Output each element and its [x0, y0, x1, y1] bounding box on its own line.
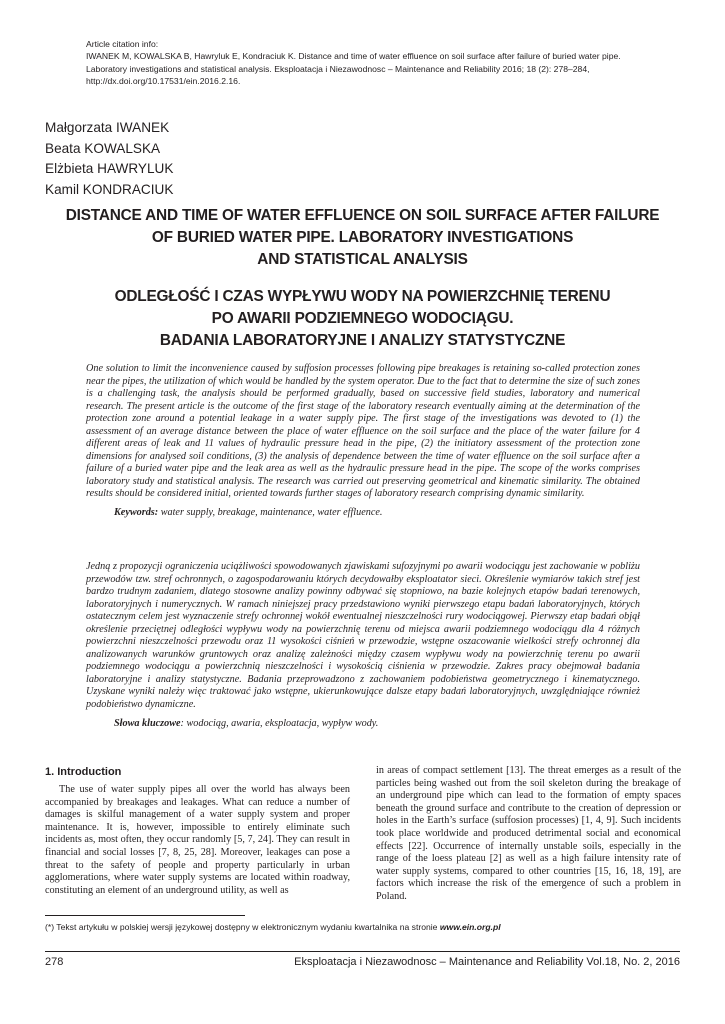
author-list	[45, 118, 173, 200]
footnote-link[interactable]: www.ein.org.pl	[439, 922, 501, 932]
citation-label: Article citation info:	[86, 39, 159, 49]
abstract-english	[86, 363, 640, 520]
title-line: BADANIA LABORATORYJNE I ANALIZY STATYSTYCZNE	[159, 332, 566, 349]
author-name: Kamil KONDRACIUK	[45, 181, 174, 197]
keywords-label: Słowa kluczowe	[114, 717, 181, 729]
article-citation	[86, 38, 646, 87]
body-column-left	[45, 765, 350, 897]
title-polish	[40, 286, 685, 352]
title-line: ODLEGŁOŚĆ I CZAS WYPŁYWU WODY NA POWIERZCHNIĘ TERENU	[114, 288, 611, 305]
title-line: OF BURIED WATER PIPE. LABORATORY INVESTIGATIONS	[151, 229, 574, 246]
title-line: AND STATISTICAL ANALYSIS	[257, 251, 468, 268]
keywords-label: Keywords:	[114, 507, 159, 519]
footnote-divider	[45, 915, 245, 916]
keywords	[86, 718, 640, 731]
section-heading: 1. Introduction	[45, 766, 122, 778]
author-name: Małgorzata IWANEK	[45, 120, 170, 135]
title-english	[40, 205, 685, 271]
journal-footer: Eksploatacja i Niezawodnosc – Maintenance and Reliability Vol.18, No. 2, 2016	[294, 956, 680, 968]
abstract-polish	[86, 561, 640, 730]
title-line: DISTANCE AND TIME OF WATER EFFLUENCE ON SOIL SURFACE AFTER FAILURE	[65, 207, 660, 224]
title-line: PO AWARII PODZIEMNEGO WODOCIĄGU.	[211, 310, 514, 327]
abstract-text: Jedną z propozycji ograniczenia uciążliwości spowodowanych zjawiskami sufozyjnymi po awarii wodociągu jest zachowanie w pobliżu przewodów tzw. stref ochronnych, o zagospodarowaniu których decydowałby eksploatator sieci. Określenie wymiarów takich stref jest bardzo trudnym zadaniem, dlatego stosowne analizy powinny odbywać się stopniowo, na bazie kolejnych etapów badań terenowych, laboratoryjnych i numerycznych. W ramach niniejszej pracy przedstawiono wyniki pierwszego etapu badań laboratoryjnych, których ostatecznym celem jest wyznaczenie strefy ochronnej wokół ewentualnej nieszczelności rury wodociągowej. Pierwszy etap badań objął określenie przeciętnej odległości wypływu wody na powierzchnię terenu od miejsca awarii podziemnego wodociągu dla 4 różnych powierzchni nieszczelności przewodu oraz 11 wysokości ciśnień w przewodzie, wstępne oszacowanie wielkości strefy ochronnej dla analizowanych warunków gruntowych oraz analizę zależności między czasem wypływu wody na powierzchnię terenu po awarii podziemnego wodociągu a powierzchnią nieszczelności i wysokością ciśnienia w przewodzie. Zakres pracy obejmował badania laboratoryjne i analizy statystyczne. Badania przeprowadzono z zachowaniem podobieństwa geometrycznego i kinematycznego. Uzyskane wyniki należy więc traktować jako wstępne, ukierunkowujące dalsze etapy badań laboratoryjnych, uwzględniające również podobieństwo dynamiczne.	[86, 561, 640, 711]
body-paragraph: The use of water supply pipes all over the world has always been accompanied by breakages and leakages. What can reduce a number of damages is skilful management of a water supply system and proper maintenance. It is, however, impossible to entirely eliminate such incidents as, most often, they occur randomly [5, 7, 24]. They can result in financial and social losses [7, 8, 25, 28]. Moreover, leakages can pose a threat to the safety of people and property particularly in urban agglomerations, where water supply systems are located within roadway, constituting an element of an underground utility, as well as	[45, 784, 350, 896]
abstract-text: One solution to limit the inconvenience caused by suffosion processes following pipe breakages is retaining so-called protection zones near the pipes, the utilization of which would be handled by the system operator. Due to the fact that to determine the size of such zones is a challenging task, the analysis should be performed gradually, based on successive field studies, laboratory and numerical research. The present article is the outcome of the first stage of the laboratory research eventually aiming at the determination of the protection zone around a potential leakage in a water supply pipe. The first stage of the investigations was devoted to (1) the assessment of an average distance between the place of water effluence on the soil surface and the place of the water failure for 4 different areas of leak and 11 values of hydraulic pressure head in the pipe, (2) the initiatory assessment of the protection zone dimensions for analysed soil conditions, (3) the analysis of dependence between the time of water effluence on the soil surface after a failure of a buried water pipe and the leak area as well as the hydraulic pressure head in the pipe. The scope of the works comprises laboratory study and statistical analysis. The research was carried out preserving geometrical and kinematic similarity. The obtained results should be considered initial, oriented towards further stages of laboratory research comprising dynamic similarity.	[86, 363, 640, 500]
page-number: 278	[45, 956, 64, 968]
author-name: Beata KOWALSKA	[45, 140, 161, 156]
footer-divider	[45, 951, 680, 952]
body-paragraph: in areas of compact settlement [13]. The threat emerges as a result of the particles being washed out from the soil skeleton during the breakage of an underground pipe which can lead to the formation of empty spaces beneath the ground surface and contribute to the creation of depression or holes in the Earth’s surface (suffosion processes) [1, 4, 9]. Such incidents took place worldwide and produced detrimental social and economical effects [22]. Occurrence of internally unstable soils, especially in the range of the loess plateau [2] as well as a high failure intensity rate of water supply systems, compared to other countries [15, 16, 18, 19], are factors which increase the risk of the emergence of such a problem in Poland.	[376, 765, 681, 902]
keywords-list: water supply, breakage, maintenance, water effluence.	[158, 507, 383, 519]
body-column-right	[376, 765, 681, 904]
keywords	[86, 507, 640, 520]
footnote	[45, 922, 501, 932]
author-name: Elżbieta HAWRYLUK	[45, 161, 174, 176]
citation-text: IWANEK M, KOWALSKA B, Hawryluk E, Kondraciuk K. Distance and time of water effluence on soil surface after failure of buried water pipe. Laboratory investigations and statistical analysis. Eksploatacja i Niezawodnosc – Maintenance and Reliability 2016; 18 (2): 278–284, http://dx.doi.org/10.17531/ein.2016.2.16.	[86, 51, 621, 86]
keywords-list: : wodociąg, awaria, eksploatacja, wypływ wody.	[180, 717, 379, 729]
footnote-text: (*) Tekst artykułu w polskiej wersji językowej dostępny w elektronicznym wydaniu kwartalnika na stronie	[45, 922, 440, 932]
